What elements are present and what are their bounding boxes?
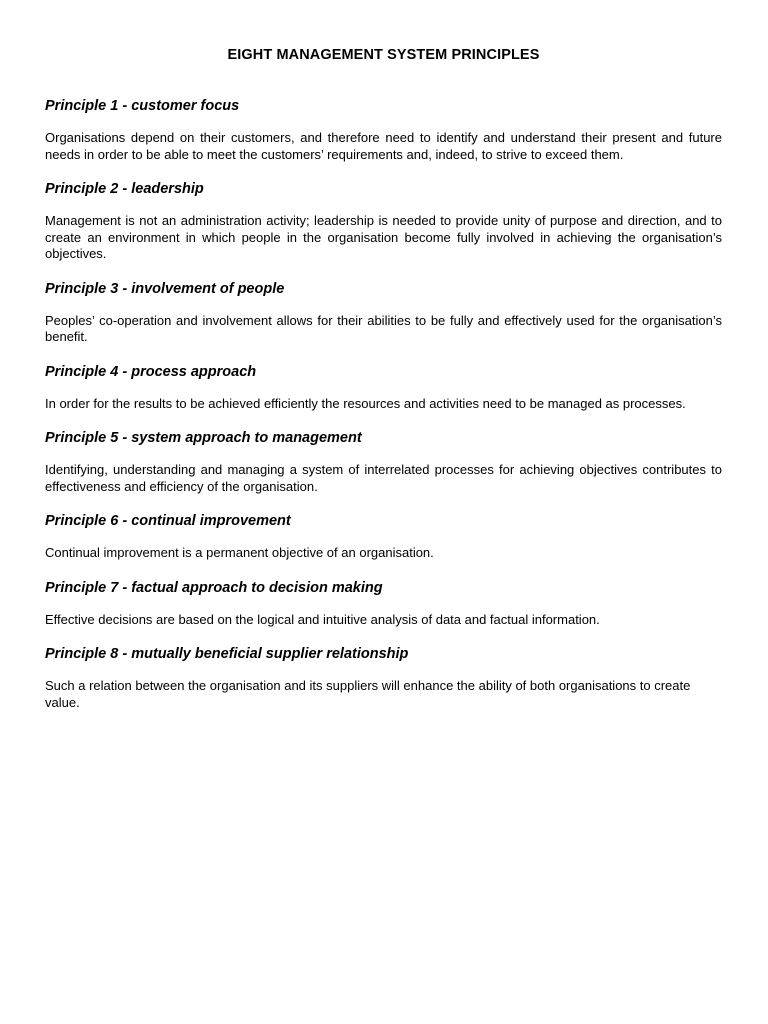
- principle-section-3: [45, 263, 722, 346]
- principle-body: Management is not an administration activity; leadership is needed to provide unity of purpose and direction, and to create an environment in which people in the organisation become fully involved in achieving the organisation’s objectives.: [45, 213, 722, 261]
- principle-heading: Principle 8 - mutually beneficial supplier relationship: [45, 646, 409, 662]
- principle-section-5: [45, 412, 722, 495]
- principle-body: Such a relation between the organisation and its suppliers will enhance the ability of both organisations to create value.: [45, 678, 691, 710]
- principle-section-7: [45, 562, 722, 629]
- principle-heading: Principle 7 - factual approach to decision making: [45, 579, 383, 596]
- principle-section-6: [45, 495, 722, 562]
- principle-heading: Principle 1 - customer focus: [45, 98, 240, 114]
- principle-body: Peoples’ co-operation and involvement allows for their abilities to be fully and effectively used for the organisation’s benefit.: [45, 312, 722, 344]
- principle-heading: Principle 2 - leadership: [45, 181, 204, 197]
- principles-list: [45, 80, 722, 711]
- principle-heading: Principle 3 - involvement of people: [45, 280, 285, 297]
- principle-section-1: [45, 80, 722, 163]
- principle-heading: Principle 6 - continual improvement: [45, 513, 291, 529]
- principle-body: Continual improvement is a permanent objective of an organisation.: [45, 545, 434, 560]
- principle-heading: Principle 5 - system approach to management: [45, 430, 362, 446]
- principle-body: Identifying, understanding and managing a system of interrelated processes for achieving objectives contributes to effectiveness and efficiency of the organisation.: [45, 462, 722, 494]
- principle-section-4: [45, 346, 722, 413]
- principle-body: Effective decisions are based on the logical and intuitive analysis of data and factual information.: [45, 611, 600, 627]
- principle-section-8: [45, 628, 722, 711]
- document-title: EIGHT MANAGEMENT SYSTEM PRINCIPLES: [227, 47, 540, 63]
- principle-body: In order for the results to be achieved efficiently the resources and activities need to be managed as processes.: [45, 395, 686, 411]
- principle-body: Organisations depend on their customers, and therefore need to identify and understand their present and future needs in order to be able to meet the customers’ requirements and, indeed, to strive to exceed them.: [45, 130, 722, 162]
- principle-section-2: [45, 163, 722, 263]
- principle-heading: Principle 4 - process approach: [45, 363, 257, 380]
